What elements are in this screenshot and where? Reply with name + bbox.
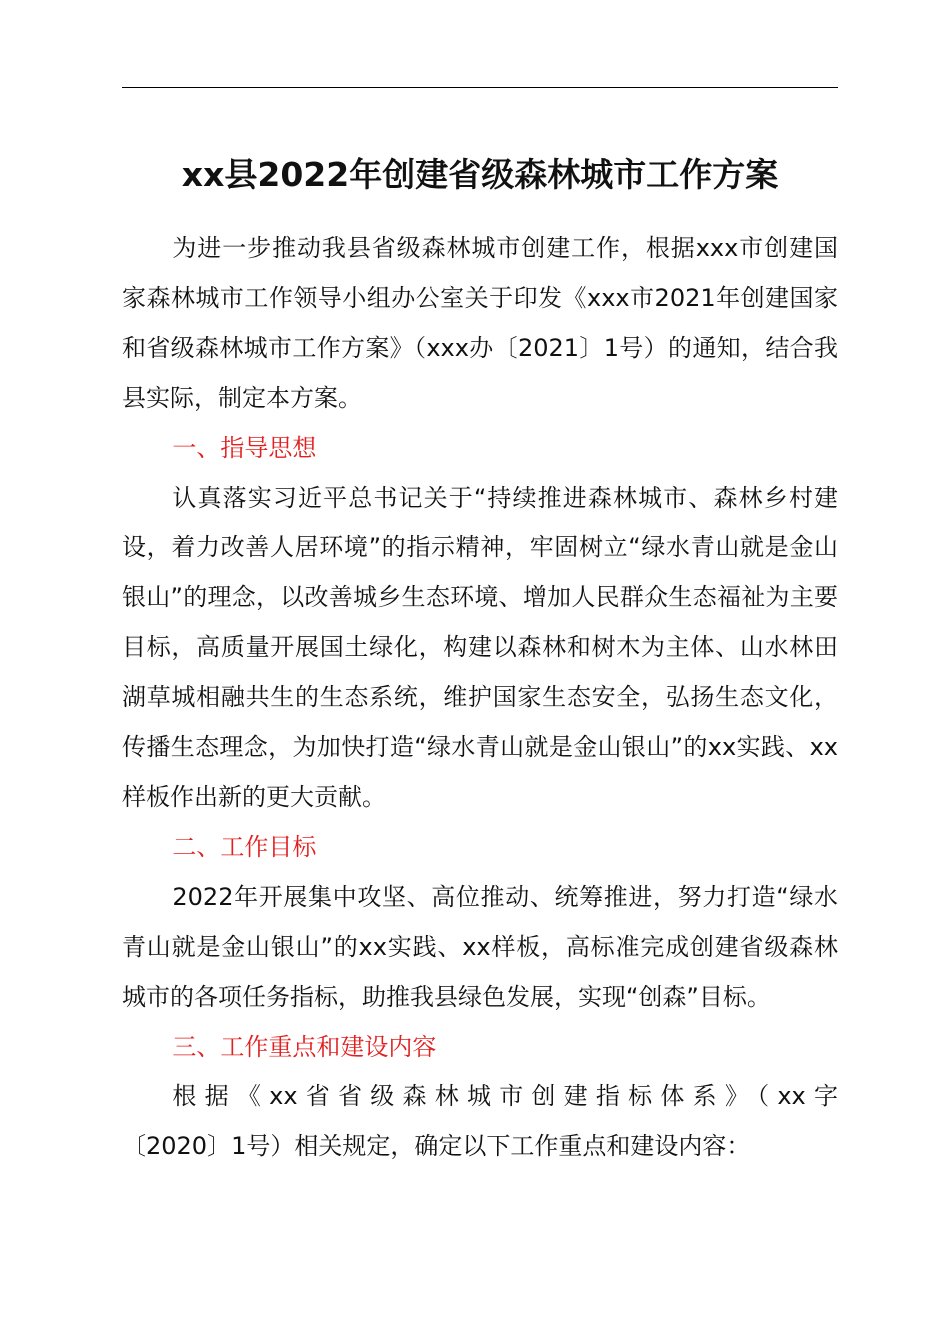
section-heading-guiding-ideology: 一、指导思想 xyxy=(172,433,317,462)
section-paragraph-key-work-line1: 根据《xx省省级森林城市创建指标体系》（xx字 xyxy=(172,1082,838,1111)
document-title: xx县2022年创建省级森林城市工作方案 xyxy=(181,155,779,194)
section-heading-work-goals: 二、工作目标 xyxy=(172,832,317,861)
section-paragraph-guiding-ideology: 认真落实习近平总书记关于“持续推进森林城市、森林乡村建设，着力改善人居环境”的指示精神，牢固树立“绿水青山就是金山银山”的理念，以改善城乡生态环境、增加人民群众生态福祉为主要目标，高质量开展国土绿化，构建以森林和树木为主体、山水林田湖草城相融共生的生态系统，维护国家生态安全，弘扬生态文化，传播生态理念，为加快打造“绿水青山就是金山银山”的xx实践、xx样板作出新的更大贡献。 xyxy=(122,483,838,811)
intro-paragraph: 为进一步推动我县省级森林城市创建工作，根据xxx市创建国家森林城市工作领导小组办公室关于印发《xxx市2021年创建国家和省级森林城市工作方案》（xxx办〔2021〕1号）的通知，结合我县实际，制定本方案。 xyxy=(122,234,838,412)
document-body xyxy=(122,224,838,1172)
section-heading-key-work: 三、工作重点和建设内容 xyxy=(172,1032,437,1061)
section-paragraph-key-work-line2: 〔2020〕1号）相关规定，确定以下工作重点和建设内容： xyxy=(122,1132,751,1161)
header-rule xyxy=(122,87,838,88)
section-paragraph-work-goals: 2022年开展集中攻坚、高位推动、统筹推进，努力打造“绿水青山就是金山银山”的xx实践、xx样板，高标准完成创建省级森林城市的各项任务指标，助推我县绿色发展，实现“创森”目标。 xyxy=(122,882,838,1011)
